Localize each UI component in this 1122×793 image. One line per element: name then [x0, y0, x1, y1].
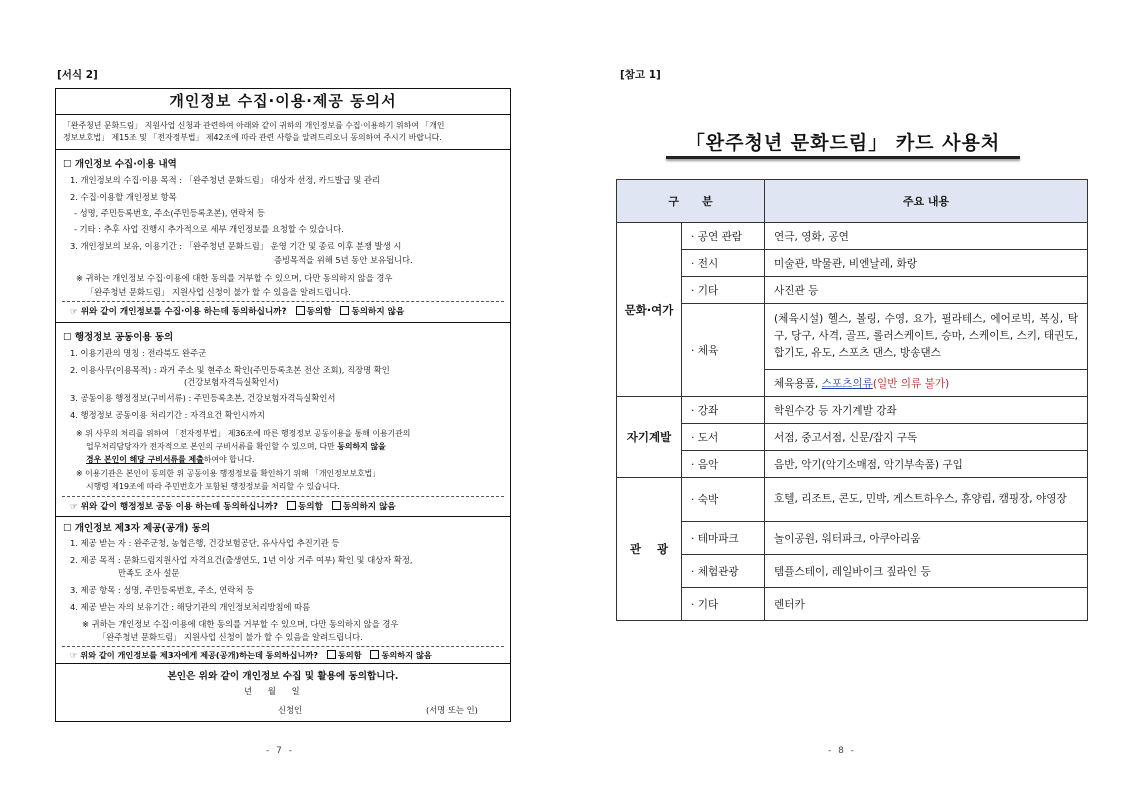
table-row — [617, 555, 1088, 588]
s2-line: 4. 행정정보 공동이용 처리기간 : 자격요건 확인시까지 — [70, 410, 265, 420]
agree-label: 동의함 — [337, 650, 362, 660]
s3-line: 「완주청년 문화드림」 지원사업 신청이 불가 할 수 있음을 알려드립니다. — [98, 632, 363, 642]
disagree-label: 동의하지 않음 — [342, 502, 396, 512]
s2-text: 하여야 합니다. — [203, 455, 255, 464]
s1-line: - 성명, 주민등록번호, 주소(주민등록초본), 연락처 등 — [74, 208, 265, 218]
s2-bold: 동의하지 않을 — [337, 442, 386, 451]
content: 템플스테이, 레일바이크 짚라인 등 — [765, 555, 1088, 588]
reference-tag: [참고 1] — [620, 69, 661, 81]
agree-checkbox[interactable] — [287, 501, 296, 510]
subcategory: · 기타 — [682, 588, 765, 621]
content: 서점, 중고서점, 신문/잡지 구독 — [765, 424, 1088, 451]
subcategory: · 테마파크 — [682, 522, 765, 555]
category-culture: 문화·여가 — [617, 223, 682, 397]
section1-heading: ☐ 개인정보 수집·이용 내역 — [63, 159, 177, 170]
disagree-label: 동의하지 않음 — [381, 650, 432, 660]
intro-line-1: 「완주청년 문화드림」 지원사업 신청과 관련하여 아래와 같이 귀하의 개인정보를 수집·이용하기 위하여 「개인 — [63, 121, 445, 130]
agree-checkbox[interactable] — [327, 650, 336, 659]
header-category: 구 분 — [617, 180, 765, 223]
content: 학원수강 등 자기계발 강좌 — [765, 397, 1088, 424]
s3-line: 1. 제공 받는 자 : 완주군청, 농협은행, 건강보험공단, 유사사업 추진기관 등 — [70, 538, 340, 548]
table-row — [617, 588, 1088, 621]
content: 호텔, 리조트, 콘도, 민박, 게스트하우스, 휴양림, 캠핑장, 야영장 — [765, 478, 1088, 522]
content-text: 체육용품, — [774, 377, 822, 390]
s1-line: 2. 수집·이용할 개인정보 항목 — [70, 192, 177, 202]
s3-line: 만족도 조사 설문 — [118, 568, 180, 578]
table-row — [617, 397, 1088, 424]
subcategory: · 체육 — [682, 304, 765, 397]
divider — [56, 322, 510, 323]
section3-heading: ☐ 개인정보 제3자 제공(공개) 동의 — [63, 523, 211, 534]
form-title: 개인정보 수집·이용·제공 동의서 — [56, 89, 510, 115]
category-tourism: 관 광 — [617, 478, 682, 621]
content-highlight: 스포츠의류 — [821, 377, 873, 390]
title-underline — [666, 156, 1020, 159]
subcategory: · 공연 관람 — [682, 223, 765, 250]
subcategory: · 음악 — [682, 451, 765, 478]
header-content: 주요 내용 — [765, 180, 1088, 223]
s3-line: 3. 제공 항목 : 성명, 주민등록번호, 주소, 연락처 등 — [70, 585, 254, 595]
subcategory: · 체험관광 — [682, 555, 765, 588]
table-row — [617, 478, 1088, 522]
s3-line: ※ 귀하는 개인정보 수집·이용에 대한 동의를 거부할 수 있으며, 다만 동의하지 않을 경우 — [82, 619, 399, 629]
disagree-checkbox[interactable] — [370, 650, 379, 659]
table-row — [617, 277, 1088, 304]
content: 놀이공원, 워터파크, 아쿠아리움 — [765, 522, 1088, 555]
s2-line: 3. 공동이용 행정정보(구비서류) : 주민등록초본, 건강보험자격득실확인서 — [70, 393, 336, 403]
content: 렌터카 — [765, 588, 1088, 621]
s2-line: 시행령 제19조에 따라 주민번호가 포함된 행정정보를 처리할 수 있습니다. — [86, 482, 340, 491]
content: 사진관 등 — [765, 277, 1088, 304]
content — [765, 370, 1088, 397]
subcategory: · 전시 — [682, 250, 765, 277]
s1-line: 1. 개인정보의 수집·이용 목적 : 「완주청년 문화드림」 대상자 선정, 카드발급 및 관리 — [70, 175, 381, 185]
usage-title: 「완주청년 문화드림」 카드 사용처 — [685, 132, 1001, 154]
table-row — [617, 522, 1088, 555]
s1-line: ※ 귀하는 개인정보 수집·이용에 대한 동의를 거부할 수 있으며, 다만 동의하지 않을 경우 — [76, 273, 393, 283]
s2-line — [86, 454, 254, 465]
signature-label: (서명 또는 인) — [426, 705, 478, 715]
subcategory: · 도서 — [682, 424, 765, 451]
content: (체육시설) 헬스, 볼링, 수영, 요가, 필라테스, 에어로빅, 복싱, 탁구, 당구, 사격, 골프, 롤러스케이트, 승마, 스케이트, 스키, 태권도, 합기도, 유도, 스포츠 댄스, 방송댄스 — [765, 304, 1088, 370]
table-row — [617, 250, 1088, 277]
dashed-divider — [62, 646, 504, 647]
s3-line: 2. 제공 목적 : 문화드림지원사업 자격요건(출생연도, 1년 이상 거주 여부) 확인 및 대상자 확정, — [70, 555, 413, 565]
consent-question: ☞ 위와 같이 개인정보를 제3자에게 제공(공개)하는데 동의하십니까? — [70, 650, 319, 660]
dashed-divider — [62, 496, 504, 497]
s1-line: - 기타 : 추후 사업 진행시 추가적으로 세부 개인정보를 요청할 수 있습니다. — [74, 224, 344, 234]
table-row — [617, 223, 1088, 250]
disagree-checkbox[interactable] — [332, 501, 341, 510]
consent-form — [55, 88, 511, 722]
s2-line: (건강보험자격득실확인서) — [184, 377, 279, 387]
content: 연극, 영화, 공연 — [765, 223, 1088, 250]
table-row — [617, 304, 1088, 370]
page-number-left: - 7 - — [266, 746, 294, 756]
final-statement: 본인은 위와 같이 개인정보 수집 및 활용에 동의합니다. — [167, 671, 399, 682]
content-warning: (일반 의류 불가) — [872, 377, 950, 390]
form-tag: [서식 2] — [57, 69, 98, 81]
usage-table — [616, 179, 1088, 621]
disagree-label: 동의하지 않음 — [351, 307, 405, 317]
table-header — [617, 180, 1088, 223]
date-line: 년 월 일 — [244, 686, 300, 696]
divider — [56, 663, 510, 664]
s1-line: 3. 개인정보의 보유, 이용기간 : 「완주청년 문화드림」 운영 기간 및 종료 이후 분쟁 발생 시 — [70, 241, 402, 251]
intro-line-2: 정보보호법」 제15조 및 「전자정부법」 제42조에 따라 관련 사항을 알려드리오니 동의하여 주시기 바랍니다. — [63, 133, 442, 142]
subcategory: · 강좌 — [682, 397, 765, 424]
section2-consent — [70, 500, 396, 512]
s2-bold-underline: 경우 본인이 해당 구비서류를 제출 — [86, 455, 204, 464]
s2-line — [86, 441, 386, 452]
section2-heading: ☐ 행정정보 공동이용 동의 — [63, 332, 174, 343]
dashed-divider — [62, 301, 504, 302]
subcategory: · 기타 — [682, 277, 765, 304]
consent-question: ☞ 위와 같이 행정정보 공동 이용 하는데 동의하십니까? — [70, 502, 278, 512]
s2-line: 2. 이용사무(이용목적) : 과거 주소 및 현주소 확인(주민등록초본 전산 조회), 직장명 확인 — [70, 365, 390, 375]
category-self-development: 자기계발 — [617, 397, 682, 478]
divider — [56, 516, 510, 517]
s2-text: 업무처리담당자가 전자적으로 본인의 구비서류를 확인할 수 있으며, 다만 — [86, 442, 335, 451]
disagree-checkbox[interactable] — [340, 306, 349, 315]
s3-line: 4. 제공 받는 자의 보유기간 : 해당기관의 개인정보처리방침에 따름 — [70, 602, 311, 612]
applicant-label: 신청인 — [278, 705, 303, 715]
s2-line: ※ 이용기관은 본인이 동의한 위 공동이용 행정정보를 확인하기 위해 「개인정보보호법」 — [76, 469, 381, 478]
table-row — [617, 451, 1088, 478]
s1-line: 증빙목적을 위해 5년 동안 보유됩니다. — [274, 255, 413, 265]
agree-label: 동의함 — [306, 307, 332, 317]
content: 미술관, 박물관, 비엔날레, 화랑 — [765, 250, 1088, 277]
content: 음반, 악기(악기소매점, 악기부속품) 구입 — [765, 451, 1088, 478]
divider — [56, 149, 510, 150]
subcategory: · 숙박 — [682, 478, 765, 522]
consent-question: ☞ 위와 같이 개인정보를 수집·이용 하는데 동의하십니까? — [70, 307, 287, 317]
agree-checkbox[interactable] — [296, 306, 305, 315]
s2-line: ※ 위 사무의 처리를 위하여 「전자정부법」 제36조에 따른 행정정보 공동이용을 통해 이용기관의 — [76, 429, 411, 438]
s2-line: 1. 이용기관의 명칭 : 전라북도 완주군 — [70, 348, 207, 358]
section1-consent — [70, 305, 404, 317]
s1-line: 「완주청년 문화드림」 지원사업 신청이 불가 할 수 있음을 알려드립니다. — [86, 287, 351, 297]
section3-consent — [70, 650, 432, 661]
page-number-right: - 8 - — [828, 746, 856, 756]
table-row — [617, 424, 1088, 451]
agree-label: 동의함 — [297, 502, 323, 512]
